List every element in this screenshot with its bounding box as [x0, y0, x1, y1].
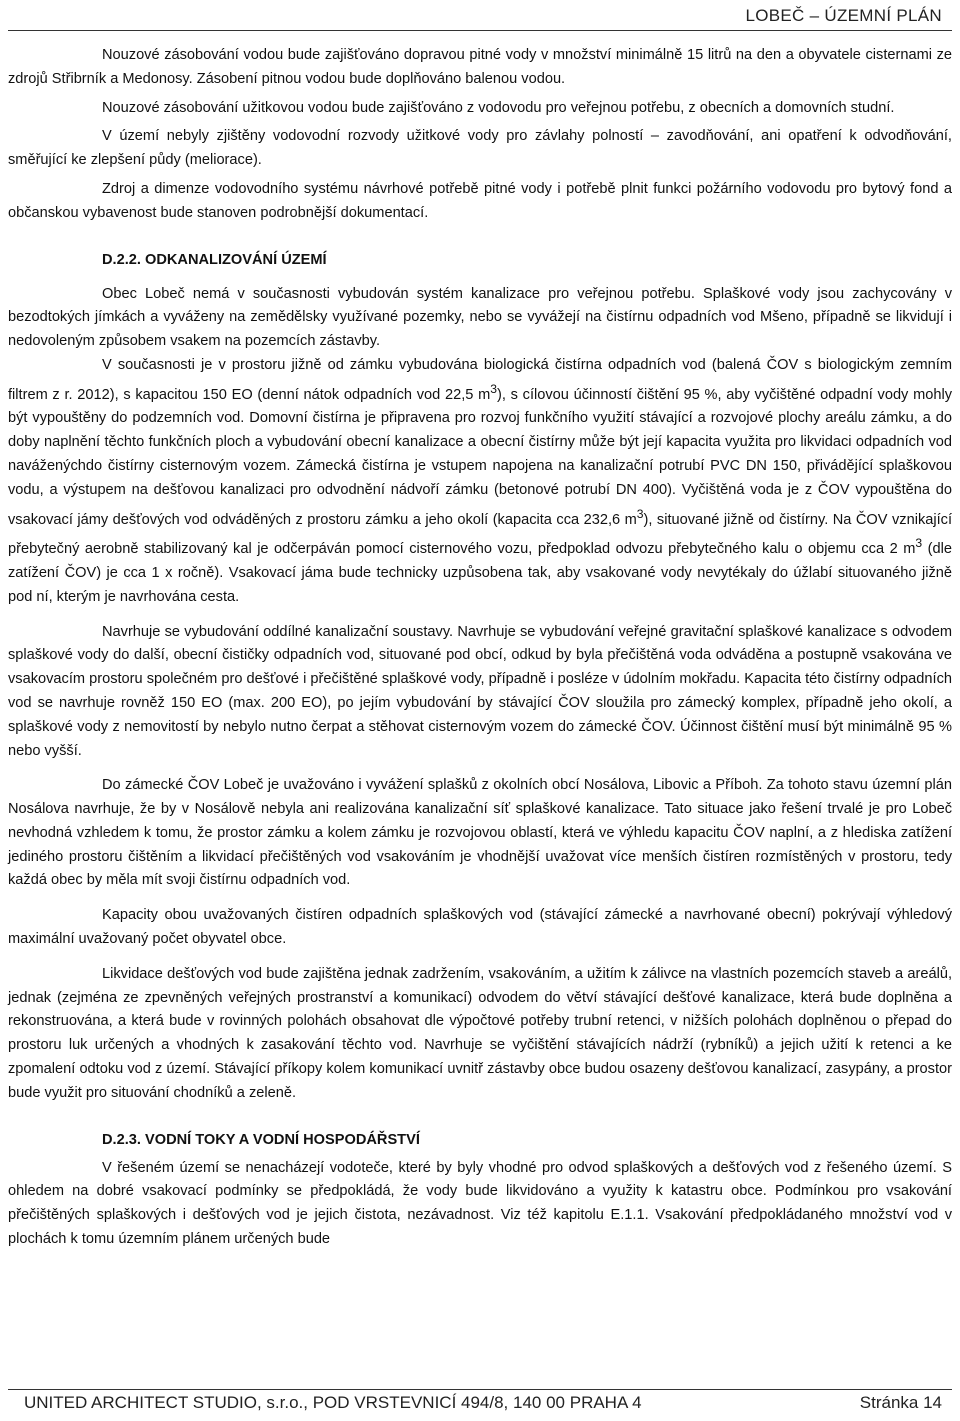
section-heading-d23: D.2.3. VODNÍ TOKY A VODNÍ HOSPODÁŘSTVÍ [102, 1131, 420, 1148]
paragraph-wwtp-castle: V současnosti je v prostoru jižně od zámku vybudována biologická čistírna odpadních vod (balená ČOV s biologickým zemním filtrem z r. 2012), s kapacitou 150 EO (denní nátok odpadních vod 22,5 $m^3$), s cílovou účinností čištění 95 %, aby vyčištěné odpadní vody mohly být vypouštěny do podzemních vod. Domovní čistírna je připravena pro rozvoj funkčního využití stávající a rozvojové plochy areálu zámku, a do doby naplnění těchto funkčních ploch a vybudování obecní kanalizace a obecní čistírny může být její kapacita využita pro likvidaci odpadních vod naváženýchdo čistírny cisternovým vozem. Zámecká čistírna je vstupem napojena na kanalizační potrubí PVC DN 150, přivádějící splaškovou vodu, a výstupem na dešťovou kanalizaci pro odvodnění nádvoří zámku (betonové potrubí DN 400). Vyčištěná voda je z ČOV vypouštěna do vsakovací jámy dešťových vod odváděných z prostoru zámku a jeho okolí (kapacita cca 232,6 $m^3$), situované jižně od čistírny. Na ČOV vznikající přebytečný aerobně stabilizovaný kal je odčerpáván pomocí cisternového vozu, předpoklad odvozu přebytečného kalu o objemu cca 2 $m^3$ (dle zatížení ČOV) je cca 1 x ročně). Vsakovací jáma bude technicky uzpůsobena tak, aby vsakované vody nevytékaly do úžlabí situovaného jižně pod ní, kterým je navrhována cesta. [8, 356, 953, 605]
paragraph-emergency-utility-water: Nouzové zásobování užitkovou vodou bude zajišťováno z vodovodu pro veřejnou potřebu, z obecních a domovních studní. [102, 99, 895, 116]
paragraph-watercourses: V řešeném území se nenacházejí vodoteče, které by byly vhodné pro odvod splaškových a dešťových vod z řešeného území. S ohledem na dobré vsakovací podmínky se předpokládá, že vody bude likvidováno a využity k katastru obce. Podmínkou pro vsakování přečištěných splaškových i dešťových vod je jejich čistota, nezávadnost. Viz též kapitolu E.1.1. Vsakování předpokládaného množství vod v plochách k tomu územním plánem určených bude [8, 1159, 952, 1248]
paragraph-neighbour-villages: Do zámecké ČOV Lobeč je uvažováno i vyvážení splašků z okolních obcí Nosálova, Libovic a Příboh. Za tohoto stavu územní plán Nosálova navrhuje, že by v Nosálově nebyla ani realizována kanalizační síť splaškové kanalizace. Tato situace jako řešení trvalé je pro Lobeč nevhodná vzhledem k tomu, že prostor zámku a kolem zámku je rozvojovou oblastí, která ve výhledu kapacitu ČOV naplní, a z hlediska zatížení jediného prostoru čištěním a likvidací přečištěných vod vsakováním je vhodnější uvažovat více menších čistíren rozmístěných v prostoru, tedy každá obec by měla mít svoji čistírnu odpadních vod. [8, 777, 952, 889]
footer-divider [8, 1389, 952, 1390]
paragraph-irrigation: V území nebyly zjištěny vodovodní rozvody užitkové vody pro závlahy polností – zavodňování, ani opatření k odvodňování, směřující ke zlepšení půdy (meliorace). [8, 128, 952, 169]
footer-company-address: UNITED ARCHITECT STUDIO, s.r.o., POD VRSTEVNICÍ 494/8, 140 00 PRAHA 4 [24, 1393, 642, 1412]
page-header-title: LOBEČ – ÚZEMNÍ PLÁN [745, 6, 942, 25]
section-heading-d22: D.2.2. ODKANALIZOVÁNÍ ÚZEMÍ [102, 251, 327, 268]
paragraph-emergency-drinking-water: Nouzové zásobování vodou bude zajišťováno dopravou pitné vody v množství minimálně 15 litrů na den a obyvatele cisternami ze zdrojů Střibrník a Medonosy. Zásobení pitnou vodou bude doplňováno balenou vodou. [8, 47, 952, 87]
paragraph-sewerage-current: Obec Lobeč nemá v současnosti vybudován systém kanalizace pro veřejnou potřebu. Splaškové vody jsou zachycovány v bezodtokých jímkách a vyváženy na zemědělsky využívané pozemky, nebo se vyvážejí na čistírnu odpadních vod Mšeno, případně se likvidují i nedovoleným způsobem vsakem na pozemcích zástavby. [8, 285, 952, 350]
paragraph-rainwater: Likvidace dešťových vod bude zajištěna jednak zadržením, vsakováním, a užitím k zálivce na vlastních pozemcích staveb a areálů, jednak (zejména ze zpevněných veřejných prostranství a komunikací) odvodem do větví stávající dešťové kanalizace, která bude doplněna a rekonstruována, a která bude v rovinných polohách obsahovat dle výpočtové potřeby trubní retenci, v nižších polohách doplněnou o přepad do prostoru luk určených a vhodných k zasakování těchto vod. Navrhuje se vyčištění stávajících nádrží (rybníků) a jejich užití k retenci a ke zpomalení odtoku vod z území. Stávající příkopy kolem komunikací uvnitř zástavby obce budou osazeny dešťovou kanalizací, zasypány, a prostor bude využit pro situování chodníků a zeleně. [8, 965, 952, 1101]
page-footer [24, 1393, 942, 1413]
paragraph-sewerage-proposal: Navrhuje se vybudování oddílné kanalizační soustavy. Navrhuje se vybudování veřejné gravitační splaškové kanalizace s odvodem splaškové vody do další, obecní čističky odpadních vod, situované pod obcí, odkud by byla přečištěná voda odváděna a postupně vsakována ve vsakovacím prostoru společném pro dešťové i přečištěné splaškové vody, případně i posléze v údolním mokřadu. Kapacita této čistírny odpadních vod se navrhuje rovněž 150 EO (max. 200 EO), po jejím vybudování by stávající ČOV sloužila pro zámecký komplex, případně jeho okolí, a splaškové vody z nemovitostí by nebylo nutno čerpat a stěhovat cisternovým vozem do zámecké ČOV. Účinnost čištění musí být minimálně 95 % nebo vyšší. [8, 623, 952, 759]
header-divider [8, 30, 952, 31]
document-body [8, 44, 952, 1252]
paragraph-capacity: Kapacity obou uvažovaných čistíren odpadních splaškových vod (stávající zámecké a navrhované obecní) pokrývají výhledový maximální uvažovaný počet obyvatel obce. [8, 907, 952, 948]
footer-page-number: Stránka 14 [859, 1393, 942, 1412]
paragraph-water-system-source: Zdroj a dimenze vodovodního systému návrhové potřebě pitné vody i potřebě plnit funkci požárního vodovodu pro bytový fond a občanskou vybavenost bude stanoven podrobnější dokumentací. [8, 180, 952, 221]
